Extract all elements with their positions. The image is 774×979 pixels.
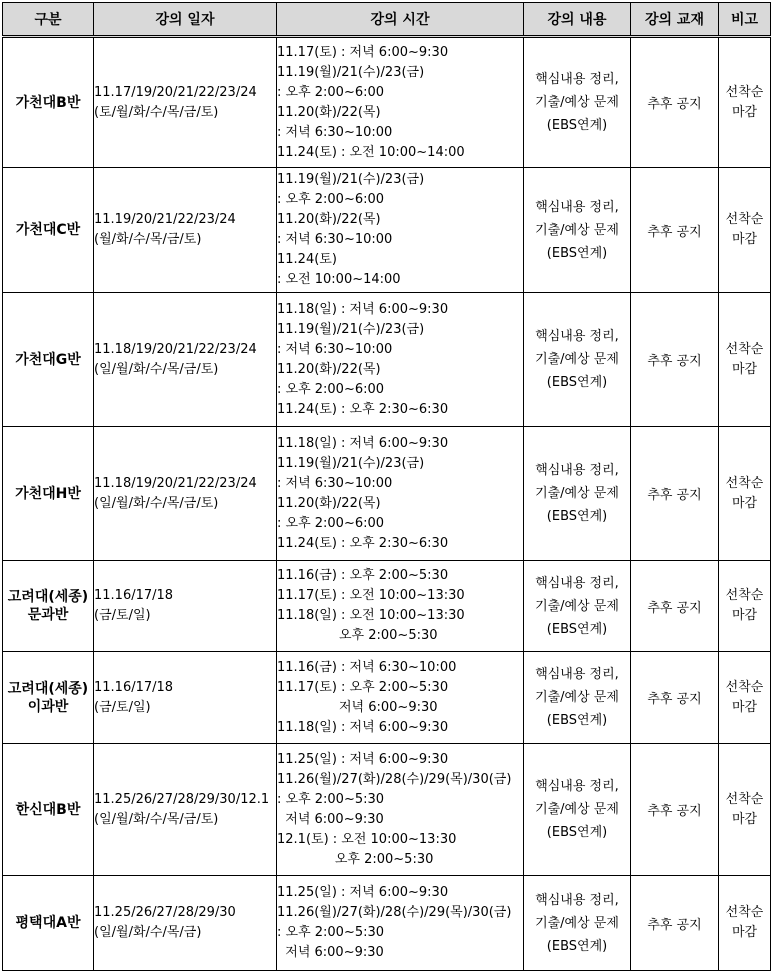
class-group-cell (3, 561, 94, 652)
lecture-time-line: 저녁 6:00~9:30 (277, 811, 384, 827)
lecture-content-line: 핵심내용 정리, (535, 779, 619, 794)
lecture-content-cell (524, 37, 631, 168)
lecture-dates-cell (94, 744, 277, 876)
lecture-dates-line: 11.18/19/20/21/22/23/24 (94, 475, 257, 491)
lecture-time-line: 11.20(화)/22(목) (277, 495, 381, 511)
lecture-material-cell: 추후 공지 (631, 652, 719, 744)
lecture-dates-line: 11.25/26/27/28/29/30 (94, 905, 236, 920)
lecture-content-line: 핵심내용 정리, (535, 575, 619, 591)
lecture-time-line: 저녁 6:00~9:30 (277, 945, 384, 960)
note-line: 선착순 (725, 341, 764, 357)
lecture-content-line: (EBS연계) (546, 375, 608, 390)
lecture-material-cell: 추후 공지 (631, 561, 719, 652)
lecture-content-line: 핵심내용 정리, (535, 463, 619, 478)
lecture-dates-line: 11.19/20/21/22/23/24 (94, 212, 236, 227)
class-group-cell (3, 744, 94, 876)
note-cell (719, 293, 771, 427)
lecture-dates-line: 11.16/17/18 (94, 679, 174, 695)
header-group: 구분 (3, 3, 94, 37)
table-row (3, 652, 771, 744)
lecture-time-line: 11.16(금) : 오후 2:00~5:30 (277, 568, 449, 583)
lecture-content-line: 기출/예상 문제 (535, 486, 619, 501)
lecture-time-line: 11.19(월)/21(수)/23(금) (277, 321, 425, 337)
note-line: 마감 (731, 361, 758, 377)
lecture-material-cell: 추후 공지 (631, 744, 719, 876)
lecture-time-line: 11.20(화)/22(목) (277, 212, 381, 227)
lecture-time-line: 저녁 6:00~9:30 (277, 699, 438, 715)
table-row (3, 427, 771, 561)
lecture-dates-cell (94, 37, 277, 168)
header-material: 강의 교재 (631, 3, 719, 37)
lecture-content-line: 기출/예상 문제 (535, 352, 619, 367)
lecture-content-line: 핵심내용 정리, (535, 667, 619, 682)
lecture-material-cell: 추후 공지 (631, 293, 719, 427)
lecture-time-line: : 오후 2:00~6:00 (277, 84, 385, 100)
lecture-times-cell (277, 561, 524, 652)
lecture-time-line: 11.24(토) : 오후 2:30~6:30 (277, 401, 449, 417)
lecture-content-line: 핵심내용 정리, (535, 199, 619, 215)
note-line: 선착순 (725, 588, 764, 603)
lecture-material-cell: 추후 공지 (631, 37, 719, 168)
lecture-content-cell (524, 561, 631, 652)
lecture-content-line: (EBS연계) (546, 621, 608, 637)
note-line: 선착순 (725, 84, 764, 100)
class-group-label: 가천대B반 (15, 94, 81, 111)
class-group-label: 평택대A반 (15, 915, 81, 931)
lecture-content-line: 기출/예상 문제 (535, 222, 619, 238)
class-group-label: 한신대B반 (15, 801, 81, 818)
lecture-time-line: 11.20(화)/22(목) (277, 104, 381, 120)
lecture-material-cell: 추후 공지 (631, 876, 719, 971)
lecture-content-line: 기출/예상 문제 (535, 690, 619, 705)
table-row (3, 744, 771, 876)
lecture-dates-line: (월/화/수/목/금/토) (94, 232, 202, 247)
lecture-time-line: : 오후 2:00~6:00 (277, 515, 385, 531)
class-group-label: 이과반 (27, 698, 69, 715)
lecture-time-line: 11.26(월)/27(화)/28(수)/29(목)/30(금) (277, 905, 512, 920)
class-group-cell (3, 37, 94, 168)
lecture-time-line: 오후 2:00~5:30 (277, 851, 434, 867)
note-cell (719, 652, 771, 744)
lecture-content-cell (524, 652, 631, 744)
lecture-content-cell (524, 876, 631, 971)
header-times: 강의 시간 (277, 3, 524, 37)
lecture-schedule-table (2, 2, 771, 971)
note-line: 선착순 (725, 905, 764, 920)
lecture-time-line: 12.1(토) : 오전 10:00~13:30 (277, 831, 457, 847)
lecture-time-line: 11.18(일) : 저녁 6:00~9:30 (277, 435, 449, 451)
lecture-time-line: 11.24(토) (277, 252, 337, 267)
lecture-content-line: 기출/예상 문제 (535, 802, 619, 817)
lecture-time-line: 11.19(월)/21(수)/23(금) (277, 64, 425, 80)
note-cell (719, 37, 771, 168)
lecture-dates-line: 11.25/26/27/28/29/30/12.1 (94, 791, 270, 807)
lecture-content-line: (EBS연계) (546, 825, 608, 840)
lecture-dates-cell (94, 293, 277, 427)
class-group-label: 가천대C반 (15, 222, 81, 238)
header-note: 비고 (719, 3, 771, 37)
lecture-time-line: : 저녁 6:30~10:00 (277, 341, 393, 357)
note-line: 선착순 (725, 791, 764, 807)
note-line: 마감 (731, 104, 758, 120)
lecture-dates-line: (금/토/일) (94, 608, 151, 623)
lecture-dates-line: (일/월/화/수/목/금/토) (94, 495, 219, 511)
lecture-time-line: 11.26(월)/27(화)/28(수)/29(목)/30(금) (277, 771, 512, 787)
lecture-content-line: 기출/예상 문제 (535, 598, 619, 614)
note-cell (719, 168, 771, 293)
lecture-time-line: : 오전 10:00~14:00 (277, 272, 401, 287)
lecture-time-line: 11.24(토) : 오후 2:30~6:30 (277, 535, 449, 551)
table-row (3, 37, 771, 168)
header-dates: 강의 일자 (94, 3, 277, 37)
note-line: 마감 (731, 232, 758, 247)
lecture-time-line: 11.17(토) : 저녁 6:00~9:30 (277, 44, 449, 60)
lecture-times-cell (277, 37, 524, 168)
lecture-time-line: 11.18(일) : 오전 10:00~13:30 (277, 608, 465, 623)
note-cell (719, 561, 771, 652)
class-group-label: 가천대G반 (15, 351, 81, 368)
table-row (3, 561, 771, 652)
class-group-label: 가천대H반 (15, 485, 81, 502)
lecture-content-line: (EBS연계) (546, 509, 608, 524)
lecture-time-line: : 저녁 6:30~10:00 (277, 232, 393, 247)
lecture-times-cell (277, 293, 524, 427)
note-line: 선착순 (725, 679, 764, 695)
lecture-material-cell: 추후 공지 (631, 427, 719, 561)
lecture-content-line: (EBS연계) (546, 938, 608, 954)
lecture-times-cell (277, 876, 524, 971)
class-group-label: 고려대(세종) (7, 680, 89, 697)
lecture-dates-line: (금/토/일) (94, 699, 151, 715)
lecture-content-line: 기출/예상 문제 (535, 95, 619, 110)
class-group-label: 문과반 (27, 607, 69, 623)
lecture-time-line: 11.24(토) : 오전 10:00~14:00 (277, 144, 465, 160)
note-cell (719, 876, 771, 971)
lecture-times-cell (277, 744, 524, 876)
lecture-content-cell (524, 293, 631, 427)
lecture-times-cell (277, 652, 524, 744)
lecture-time-line: : 오후 2:00~5:30 (277, 925, 385, 940)
lecture-time-line: 11.17(토) : 오전 10:00~13:30 (277, 588, 465, 603)
lecture-content-line: 핵심내용 정리, (535, 72, 619, 87)
lecture-content-line: (EBS연계) (546, 713, 608, 728)
table-row (3, 293, 771, 427)
lecture-times-cell (277, 427, 524, 561)
class-group-cell (3, 168, 94, 293)
lecture-dates-line: 11.18/19/20/21/22/23/24 (94, 341, 257, 357)
lecture-dates-cell (94, 427, 277, 561)
class-group-cell (3, 876, 94, 971)
lecture-dates-cell (94, 876, 277, 971)
lecture-dates-line: (일/월/화/수/목/금/토) (94, 811, 219, 827)
table-row (3, 876, 771, 971)
lecture-content-cell (524, 168, 631, 293)
note-line: 선착순 (725, 212, 764, 227)
lecture-dates-line: (토/월/화/수/목/금/토) (94, 104, 219, 120)
lecture-dates-line: (일/월/화/수/목/금/토) (94, 361, 219, 377)
lecture-time-line: 11.20(화)/22(목) (277, 361, 381, 377)
lecture-time-line: : 저녁 6:30~10:00 (277, 475, 393, 491)
lecture-time-line: 11.25(일) : 저녁 6:00~9:30 (277, 751, 449, 767)
note-cell (719, 427, 771, 561)
lecture-time-line: 11.18(일) : 저녁 6:00~9:30 (277, 719, 449, 735)
note-line: 선착순 (725, 475, 764, 491)
lecture-content-line: (EBS연계) (546, 245, 608, 261)
note-line: 마감 (731, 925, 758, 940)
lecture-time-line: : 오후 2:00~6:00 (277, 192, 385, 207)
lecture-content-line: (EBS연계) (546, 118, 608, 133)
note-cell (719, 744, 771, 876)
class-group-cell (3, 427, 94, 561)
lecture-dates-line: (일/월/화/수/목/금) (94, 925, 202, 940)
class-group-cell (3, 652, 94, 744)
lecture-time-line: 11.25(일) : 저녁 6:00~9:30 (277, 885, 449, 900)
table-row (3, 168, 771, 293)
lecture-dates-line: 11.17/19/20/21/22/23/24 (94, 84, 257, 100)
note-line: 마감 (731, 699, 758, 715)
header-content: 강의 내용 (524, 3, 631, 37)
lecture-dates-line: 11.16/17/18 (94, 588, 174, 603)
note-line: 마감 (731, 495, 758, 511)
lecture-time-line: : 저녁 6:30~10:00 (277, 124, 393, 140)
note-line: 마감 (731, 608, 758, 623)
lecture-content-cell (524, 427, 631, 561)
lecture-time-line: : 오후 2:00~6:00 (277, 381, 385, 397)
class-group-label: 고려대(세종) (7, 589, 89, 605)
lecture-content-line: 핵심내용 정리, (535, 329, 619, 344)
header-row (3, 3, 771, 37)
lecture-material-cell: 추후 공지 (631, 168, 719, 293)
lecture-time-line: 오후 2:00~5:30 (277, 628, 438, 643)
note-line: 마감 (731, 811, 758, 827)
class-group-cell (3, 293, 94, 427)
lecture-time-line: 11.19(월)/21(수)/23(금) (277, 455, 425, 471)
lecture-time-line: 11.18(일) : 저녁 6:00~9:30 (277, 301, 449, 317)
lecture-content-line: 기출/예상 문제 (535, 915, 619, 931)
lecture-dates-cell (94, 561, 277, 652)
lecture-content-cell (524, 744, 631, 876)
lecture-time-line: : 오후 2:00~5:30 (277, 791, 385, 807)
lecture-time-line: 11.19(월)/21(수)/23(금) (277, 172, 425, 187)
lecture-dates-cell (94, 168, 277, 293)
lecture-time-line: 11.17(토) : 오후 2:00~5:30 (277, 679, 449, 695)
lecture-dates-cell (94, 652, 277, 744)
lecture-time-line: 11.16(금) : 저녁 6:30~10:00 (277, 659, 457, 675)
lecture-times-cell (277, 168, 524, 293)
lecture-content-line: 핵심내용 정리, (535, 892, 619, 908)
